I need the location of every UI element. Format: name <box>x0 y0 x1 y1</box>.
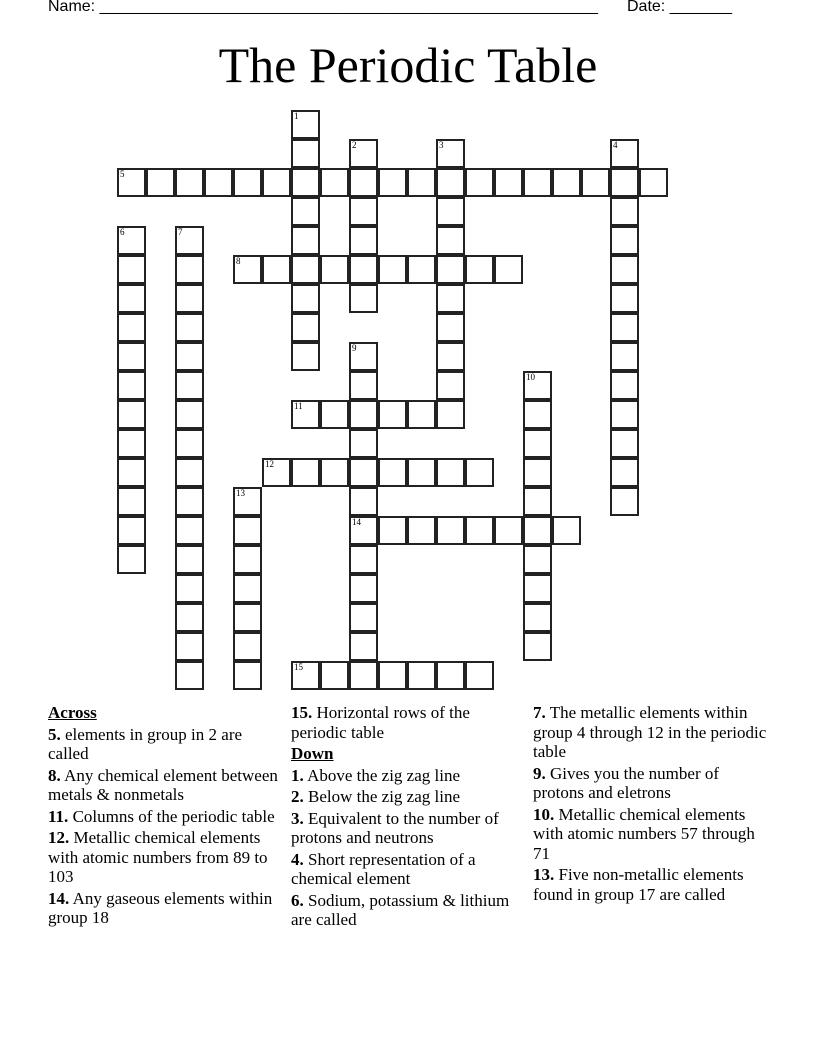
crossword-cell[interactable] <box>117 255 146 284</box>
crossword-cell[interactable] <box>523 458 552 487</box>
crossword-cell[interactable] <box>378 458 407 487</box>
clue-text: Short representation of a chemical element <box>291 849 476 888</box>
clue-number: 14. <box>48 888 70 908</box>
clue-number: 12. <box>48 828 70 847</box>
clue-number: 11. <box>48 806 69 826</box>
clue-number: 9 <box>352 343 357 353</box>
crossword-cell[interactable] <box>117 313 146 342</box>
clue-across-5 <box>291 703 516 742</box>
crossword-cell[interactable] <box>320 661 349 690</box>
crossword-cell[interactable] <box>610 342 639 371</box>
clues-column-2 <box>291 703 516 932</box>
crossword-cell[interactable] <box>610 371 639 400</box>
crossword-cell[interactable] <box>117 458 146 487</box>
clue-down-0 <box>291 766 516 786</box>
crossword-cell[interactable] <box>262 458 291 487</box>
crossword-cell[interactable] <box>407 661 436 690</box>
crossword-cell[interactable] <box>610 168 639 197</box>
clue-number: 6. <box>291 890 304 910</box>
crossword-cell[interactable] <box>610 255 639 284</box>
clue-number: 3 <box>439 140 444 150</box>
crossword-cell[interactable] <box>320 168 349 197</box>
crossword-cell[interactable] <box>291 284 320 313</box>
crossword-cell[interactable] <box>349 516 378 545</box>
crossword-cell[interactable] <box>610 284 639 313</box>
clue-number: 7 <box>178 227 183 237</box>
clue-text: Five non-metallic elements found in group 17 are called <box>533 865 744 904</box>
page-title: The Periodic Table <box>218 37 598 93</box>
clue-down-7 <box>533 805 773 864</box>
clue-number: 7. <box>533 703 546 722</box>
crossword-cell[interactable] <box>349 168 378 197</box>
crossword-cell[interactable] <box>349 632 378 661</box>
crossword-cell[interactable] <box>291 226 320 255</box>
clue-text: Gives you the number of protons and eletrons <box>533 763 720 802</box>
crossword-cell[interactable] <box>494 516 523 545</box>
crossword-cell[interactable] <box>291 661 320 690</box>
date-field[interactable]: Date: _______ <box>627 0 732 15</box>
crossword-cell[interactable] <box>523 545 552 574</box>
crossword-cell[interactable] <box>233 574 262 603</box>
crossword-cell[interactable] <box>175 429 204 458</box>
crossword-cell[interactable] <box>494 168 523 197</box>
crossword-cell[interactable] <box>378 661 407 690</box>
clue-number: 4 <box>613 140 618 150</box>
crossword-cell[interactable] <box>407 458 436 487</box>
crossword-cell[interactable] <box>349 603 378 632</box>
crossword-cell[interactable] <box>291 168 320 197</box>
crossword-cell[interactable] <box>204 168 233 197</box>
crossword-cell[interactable] <box>407 255 436 284</box>
clue-number: 5. <box>48 724 61 744</box>
crossword-cell[interactable] <box>233 487 262 516</box>
clue-down-3 <box>291 850 516 889</box>
clue-down-1 <box>291 787 516 807</box>
crossword-cell[interactable] <box>610 197 639 226</box>
crossword-cell[interactable] <box>581 168 610 197</box>
crossword-cell[interactable] <box>349 342 378 371</box>
crossword-cell[interactable] <box>291 313 320 342</box>
clue-number: 11 <box>294 401 303 411</box>
crossword-cell[interactable] <box>262 168 291 197</box>
crossword-cell[interactable] <box>610 313 639 342</box>
down-heading: Down <box>291 744 334 763</box>
clue-number: 4. <box>291 849 304 869</box>
crossword-cell[interactable] <box>349 226 378 255</box>
crossword-cell[interactable] <box>407 516 436 545</box>
crossword-cell[interactable] <box>378 400 407 429</box>
crossword-cell[interactable] <box>349 255 378 284</box>
clue-number: 15. <box>291 703 313 722</box>
crossword-cell[interactable] <box>117 516 146 545</box>
crossword-cell[interactable] <box>262 255 291 284</box>
crossword-cell[interactable] <box>175 661 204 690</box>
crossword-cell[interactable] <box>349 139 378 168</box>
clue-text: The metallic elements within group 4 through 12 in the periodic table <box>533 703 767 761</box>
crossword-cell[interactable] <box>407 168 436 197</box>
crossword-cell[interactable] <box>349 371 378 400</box>
clue-down-4 <box>291 891 516 930</box>
crossword-cell[interactable] <box>175 342 204 371</box>
clue-number: 1 <box>294 111 299 121</box>
crossword-cell[interactable] <box>175 400 204 429</box>
crossword-cell[interactable] <box>436 516 465 545</box>
crossword-cell[interactable] <box>523 603 552 632</box>
crossword-cell[interactable] <box>349 487 378 516</box>
crossword-cell[interactable] <box>523 487 552 516</box>
crossword-cell[interactable] <box>436 168 465 197</box>
crossword-cell[interactable] <box>233 661 262 690</box>
clues-column-3 <box>533 703 773 906</box>
crossword-cell[interactable] <box>117 545 146 574</box>
clue-number: 14 <box>352 517 361 527</box>
crossword-cell[interactable] <box>175 603 204 632</box>
crossword-cell[interactable] <box>465 168 494 197</box>
crossword-cell[interactable] <box>436 313 465 342</box>
crossword-cell[interactable] <box>436 226 465 255</box>
clue-text: Metallic chemical elements with atomic numbers 57 through 71 <box>533 804 755 863</box>
clue-number: 1. <box>291 765 304 785</box>
clue-across-1 <box>48 766 284 805</box>
clue-number: 15 <box>294 662 303 672</box>
crossword-cell[interactable] <box>523 574 552 603</box>
clue-down-8 <box>533 865 773 904</box>
clue-number: 2. <box>291 787 304 806</box>
clue-across-3 <box>48 828 284 887</box>
crossword-cell[interactable] <box>175 545 204 574</box>
clue-down-5 <box>533 703 773 762</box>
crossword-cell[interactable] <box>291 255 320 284</box>
crossword-cell[interactable] <box>436 342 465 371</box>
crossword-cell[interactable] <box>436 458 465 487</box>
crossword-cell[interactable] <box>610 487 639 516</box>
crossword-cell[interactable] <box>610 458 639 487</box>
clue-down-2 <box>291 809 516 848</box>
crossword-cell[interactable] <box>552 168 581 197</box>
crossword-cell[interactable] <box>523 429 552 458</box>
clue-number: 3. <box>291 808 304 828</box>
crossword-cell[interactable] <box>175 313 204 342</box>
clue-text: Horizontal rows of the periodic table <box>291 703 470 742</box>
crossword-cell[interactable] <box>465 458 494 487</box>
clue-number: 12 <box>265 459 274 469</box>
crossword-cell[interactable] <box>320 458 349 487</box>
clue-number: 10. <box>533 804 555 824</box>
crossword-cell[interactable] <box>233 632 262 661</box>
crossword-cell[interactable] <box>117 226 146 255</box>
clue-text: Equivalent to the number of protons and neutrons <box>291 808 499 847</box>
clue-number: 2 <box>352 140 357 150</box>
crossword-cell[interactable] <box>175 487 204 516</box>
crossword-cell[interactable] <box>610 139 639 168</box>
crossword-cell[interactable] <box>233 168 262 197</box>
crossword-cell[interactable] <box>436 371 465 400</box>
clue-text: Below the zig zag line <box>308 787 461 806</box>
crossword-cell[interactable] <box>465 661 494 690</box>
crossword-cell[interactable] <box>291 458 320 487</box>
crossword-cell[interactable] <box>523 516 552 545</box>
clue-number: 8. <box>48 765 61 785</box>
crossword-cell[interactable] <box>175 458 204 487</box>
clue-down-6 <box>533 764 773 803</box>
crossword-cell[interactable] <box>175 516 204 545</box>
clue-number: 13. <box>533 865 555 884</box>
crossword-cell[interactable] <box>117 400 146 429</box>
clue-text: Any gaseous elements within group 18 <box>48 888 273 927</box>
crossword-cell[interactable] <box>291 139 320 168</box>
crossword-cell[interactable] <box>117 342 146 371</box>
crossword-cell[interactable] <box>349 197 378 226</box>
crossword-cell[interactable] <box>117 429 146 458</box>
crossword-cell[interactable] <box>233 603 262 632</box>
crossword-cell[interactable] <box>320 400 349 429</box>
crossword-cell[interactable] <box>523 371 552 400</box>
clue-text: Any chemical element between metals & nonmetals <box>48 765 278 804</box>
crossword-cell[interactable] <box>349 545 378 574</box>
clue-across-2 <box>48 807 284 827</box>
crossword-cell[interactable] <box>349 661 378 690</box>
clue-number: 6 <box>120 227 125 237</box>
crossword-cell[interactable] <box>610 429 639 458</box>
crossword-cell[interactable] <box>610 400 639 429</box>
crossword-cell[interactable] <box>349 284 378 313</box>
crossword-cell[interactable] <box>349 400 378 429</box>
crossword-cell[interactable] <box>291 342 320 371</box>
crossword-cell[interactable] <box>175 284 204 313</box>
crossword-cell[interactable] <box>291 400 320 429</box>
clue-text: Columns of the periodic table <box>72 806 275 826</box>
clue-across-0 <box>48 725 284 764</box>
crossword-cell[interactable] <box>117 168 146 197</box>
crossword-cell[interactable] <box>291 110 320 139</box>
clue-text: Sodium, potassium & lithium are called <box>291 890 510 929</box>
crossword-cell[interactable] <box>146 168 175 197</box>
crossword-cell[interactable] <box>349 574 378 603</box>
crossword-cell[interactable] <box>436 400 465 429</box>
crossword-cell[interactable] <box>436 284 465 313</box>
crossword-cell[interactable] <box>436 661 465 690</box>
crossword-cell[interactable] <box>175 632 204 661</box>
crossword-cell[interactable] <box>117 371 146 400</box>
crossword-cell[interactable] <box>436 255 465 284</box>
crossword-cell[interactable] <box>523 400 552 429</box>
across-heading: Across <box>48 703 97 722</box>
crossword-cell[interactable] <box>233 255 262 284</box>
clue-number: 9. <box>533 763 546 783</box>
crossword-cell[interactable] <box>523 632 552 661</box>
clue-text: elements in group in 2 are called <box>48 724 243 763</box>
crossword-cell[interactable] <box>639 168 668 197</box>
crossword-cell[interactable] <box>291 197 320 226</box>
crossword-cell[interactable] <box>552 516 581 545</box>
crossword-cell[interactable] <box>610 226 639 255</box>
crossword-cell[interactable] <box>175 168 204 197</box>
crossword-cell[interactable] <box>378 168 407 197</box>
crossword-cell[interactable] <box>117 284 146 313</box>
crossword-cell[interactable] <box>494 255 523 284</box>
crossword-cell[interactable] <box>436 139 465 168</box>
crossword-cell[interactable] <box>175 574 204 603</box>
crossword-cell[interactable] <box>436 197 465 226</box>
crossword-cell[interactable] <box>175 371 204 400</box>
crossword-cell[interactable] <box>233 516 262 545</box>
crossword-cell[interactable] <box>465 255 494 284</box>
clue-number: 10 <box>526 372 535 382</box>
crossword-cell[interactable] <box>378 516 407 545</box>
clue-across-4 <box>48 889 284 928</box>
clue-text: Metallic chemical elements with atomic numbers from 89 to 103 <box>48 828 268 886</box>
crossword-cell[interactable] <box>175 226 204 255</box>
crossword-cell[interactable] <box>349 429 378 458</box>
name-field[interactable]: Name: ________________________________________________________ <box>48 0 598 15</box>
clue-text: Above the zig zag line <box>307 765 461 785</box>
crossword-cell[interactable] <box>175 255 204 284</box>
crossword-cell[interactable] <box>233 545 262 574</box>
crossword-cell[interactable] <box>523 168 552 197</box>
crossword-cell[interactable] <box>320 255 349 284</box>
crossword-cell[interactable] <box>465 516 494 545</box>
clue-number: 5 <box>120 169 125 179</box>
crossword-cell[interactable] <box>378 255 407 284</box>
clues-column-1 <box>48 703 284 930</box>
clue-number: 8 <box>236 256 241 266</box>
crossword-cell[interactable] <box>117 487 146 516</box>
clue-number: 13 <box>236 488 245 498</box>
crossword-cell[interactable] <box>349 458 378 487</box>
crossword-cell[interactable] <box>407 400 436 429</box>
